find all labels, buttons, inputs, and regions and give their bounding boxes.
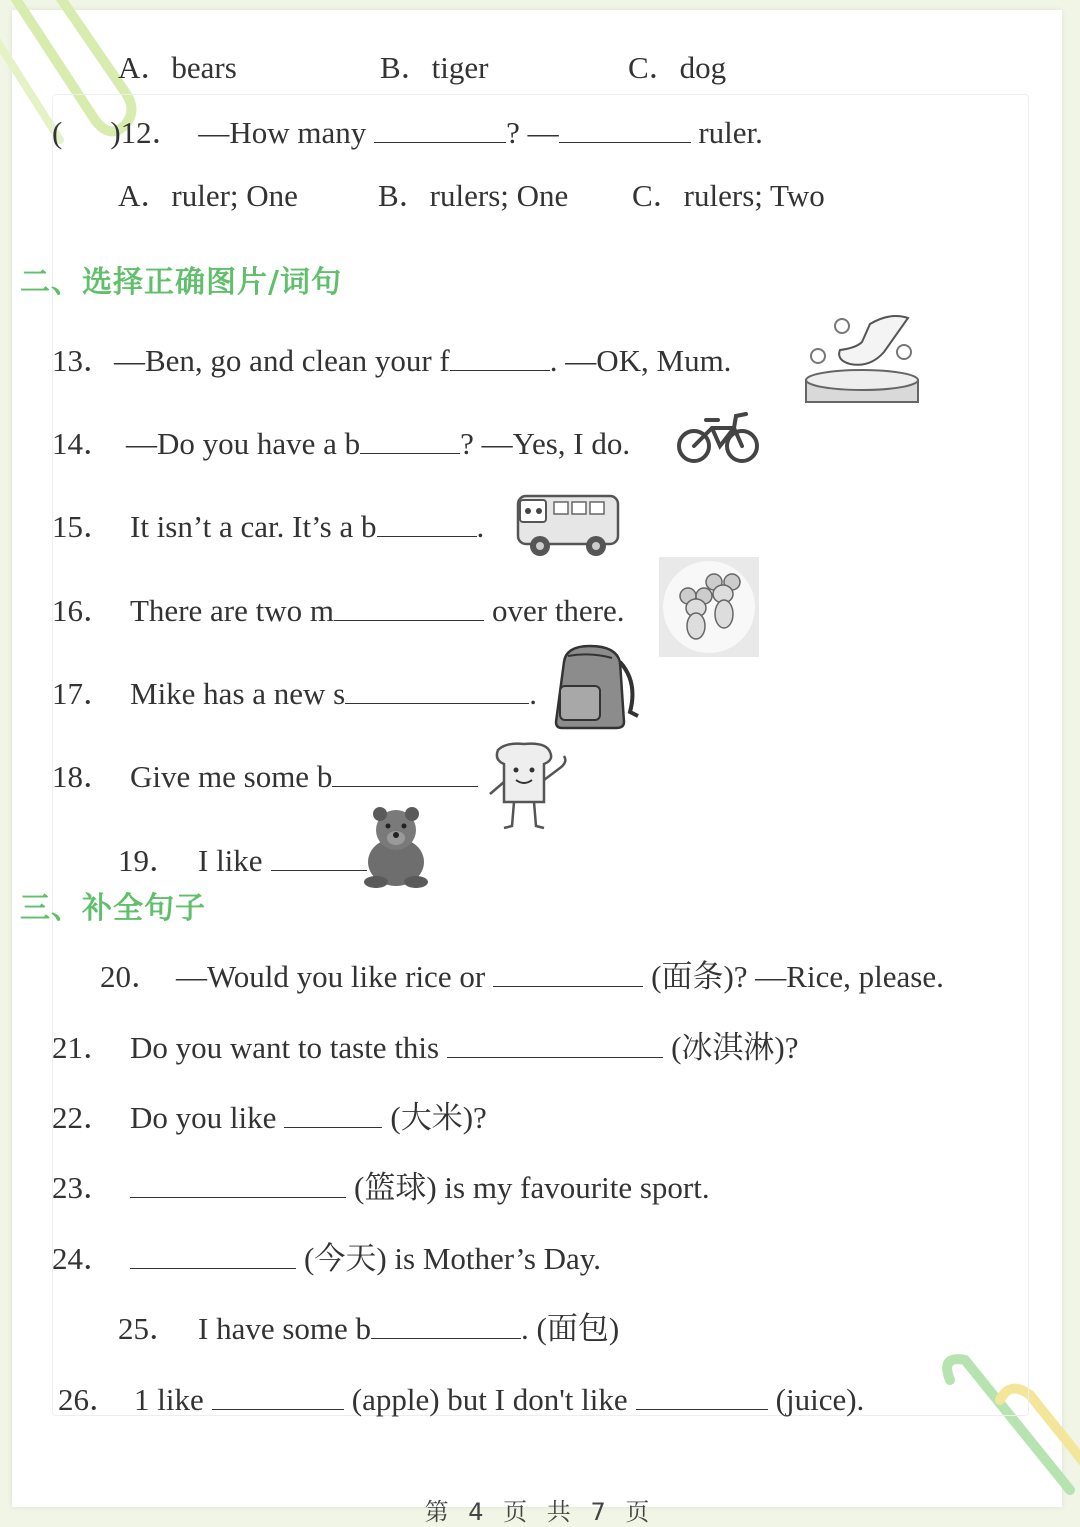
answer-blank[interactable] (636, 1383, 768, 1410)
answer-paren-open: ( (52, 115, 63, 150)
answer-blank[interactable] (374, 116, 506, 143)
q20-line (100, 960, 944, 992)
q19-prefix: I like (198, 843, 263, 878)
q21-number: 21． (52, 1030, 114, 1065)
q21-line (52, 1031, 799, 1063)
q19-number: 19． (118, 843, 180, 878)
q21-prefix: Do you want to taste this (130, 1030, 440, 1065)
q14-prefix: —Do you have a b (126, 426, 361, 461)
q25-prefix: I have some b (198, 1311, 372, 1346)
q12-option-c: C．rulers; Two (632, 178, 825, 213)
answer-blank[interactable] (332, 760, 478, 787)
q17-suffix: . (529, 676, 537, 711)
q15-suffix: . (476, 509, 485, 544)
q17-prefix: Mike has a new s (130, 676, 346, 711)
bread-icon (484, 742, 574, 836)
q13-suffix: . —OK, Mum. (549, 343, 732, 378)
answer-blank[interactable] (284, 1101, 382, 1128)
answer-blank[interactable] (447, 1031, 663, 1058)
q14-line (52, 427, 630, 459)
q12-part2: ? — (506, 115, 559, 150)
q20-prefix: —Would you like rice or (176, 959, 486, 994)
q20-suffix: (面条)? —Rice, please. (651, 959, 944, 994)
q25-number: 25． (118, 1311, 180, 1346)
q26-prefix: 1 like (134, 1382, 204, 1417)
q26-middle: (apple) but I don't like (351, 1382, 628, 1417)
q16-line (52, 594, 625, 626)
q26-line (58, 1383, 864, 1415)
q23-number: 23． (52, 1170, 114, 1205)
answer-blank[interactable] (345, 677, 529, 704)
q22-line (52, 1101, 487, 1133)
feet-washing-icon (800, 312, 922, 406)
answer-blank[interactable] (130, 1242, 296, 1269)
bus-icon (514, 490, 622, 560)
answer-blank[interactable] (559, 116, 691, 143)
q19-line (118, 844, 367, 876)
q16-prefix: There are two m (130, 593, 334, 628)
page-number: 第 4 页 共 7 页 (424, 1498, 656, 1526)
q11-option-a: A．bears (118, 50, 237, 85)
q11-option-b: B．tiger (380, 50, 489, 85)
answer-blank[interactable] (334, 594, 484, 621)
q24-line (52, 1242, 601, 1274)
q26-suffix: (juice). (775, 1382, 865, 1417)
q25-suffix: . (面包) (521, 1311, 620, 1346)
q13-prefix: —Ben, go and clean your f (114, 343, 450, 378)
q15-prefix: It isn’t a car. It’s a b (130, 509, 377, 544)
q18-prefix: Give me some b (130, 759, 333, 794)
q13-line (52, 344, 731, 376)
q18-line (52, 760, 478, 792)
answer-blank[interactable] (360, 427, 460, 454)
bear-icon (356, 802, 436, 888)
mice-icon (658, 556, 760, 658)
q17-line (52, 677, 537, 709)
answer-blank[interactable] (450, 344, 550, 371)
q14-number: 14． (52, 426, 114, 461)
q24-suffix: (今天) is Mother’s Day. (304, 1241, 602, 1276)
q12-line (52, 116, 763, 148)
section-title: 三、补全句子 (20, 891, 206, 926)
q23-suffix: (篮球) is my favourite sport. (354, 1170, 710, 1205)
q12-part1: —How many (198, 115, 367, 150)
bicycle-icon (676, 408, 762, 466)
q20-number: 20． (100, 959, 162, 994)
q15-line (52, 510, 484, 542)
q16-number: 16． (52, 593, 114, 628)
q17-number: 17． (52, 676, 114, 711)
answer-blank[interactable] (377, 510, 477, 537)
schoolbag-icon (550, 642, 642, 732)
q11-option-c: C．dog (628, 50, 727, 85)
q25-line (118, 1312, 619, 1344)
q12-option-a: A．ruler; One (118, 178, 298, 213)
q13-number: 13． (52, 343, 114, 378)
q26-number: 26． (58, 1382, 120, 1417)
q15-number: 15． (52, 509, 114, 544)
q12-number: )12． (110, 115, 183, 150)
answer-blank[interactable] (493, 960, 643, 987)
answer-blank[interactable] (130, 1171, 346, 1198)
answer-blank[interactable] (212, 1383, 344, 1410)
q22-prefix: Do you like (130, 1100, 277, 1135)
answer-blank[interactable] (271, 844, 367, 871)
q22-suffix: (大米)? (390, 1100, 487, 1135)
q23-line (52, 1171, 710, 1203)
q12-option-b: B．rulers; One (378, 178, 569, 213)
q14-suffix: ? —Yes, I do. (460, 426, 631, 461)
q24-number: 24． (52, 1241, 114, 1276)
q21-suffix: (冰淇淋)? (671, 1030, 799, 1065)
q16-suffix: over there. (491, 593, 625, 628)
answer-blank[interactable] (371, 1312, 521, 1339)
q18-number: 18． (52, 759, 114, 794)
q12-part3: ruler. (698, 115, 763, 150)
q22-number: 22． (52, 1100, 114, 1135)
section-title: 二、选择正确图片/词句 (20, 265, 342, 300)
